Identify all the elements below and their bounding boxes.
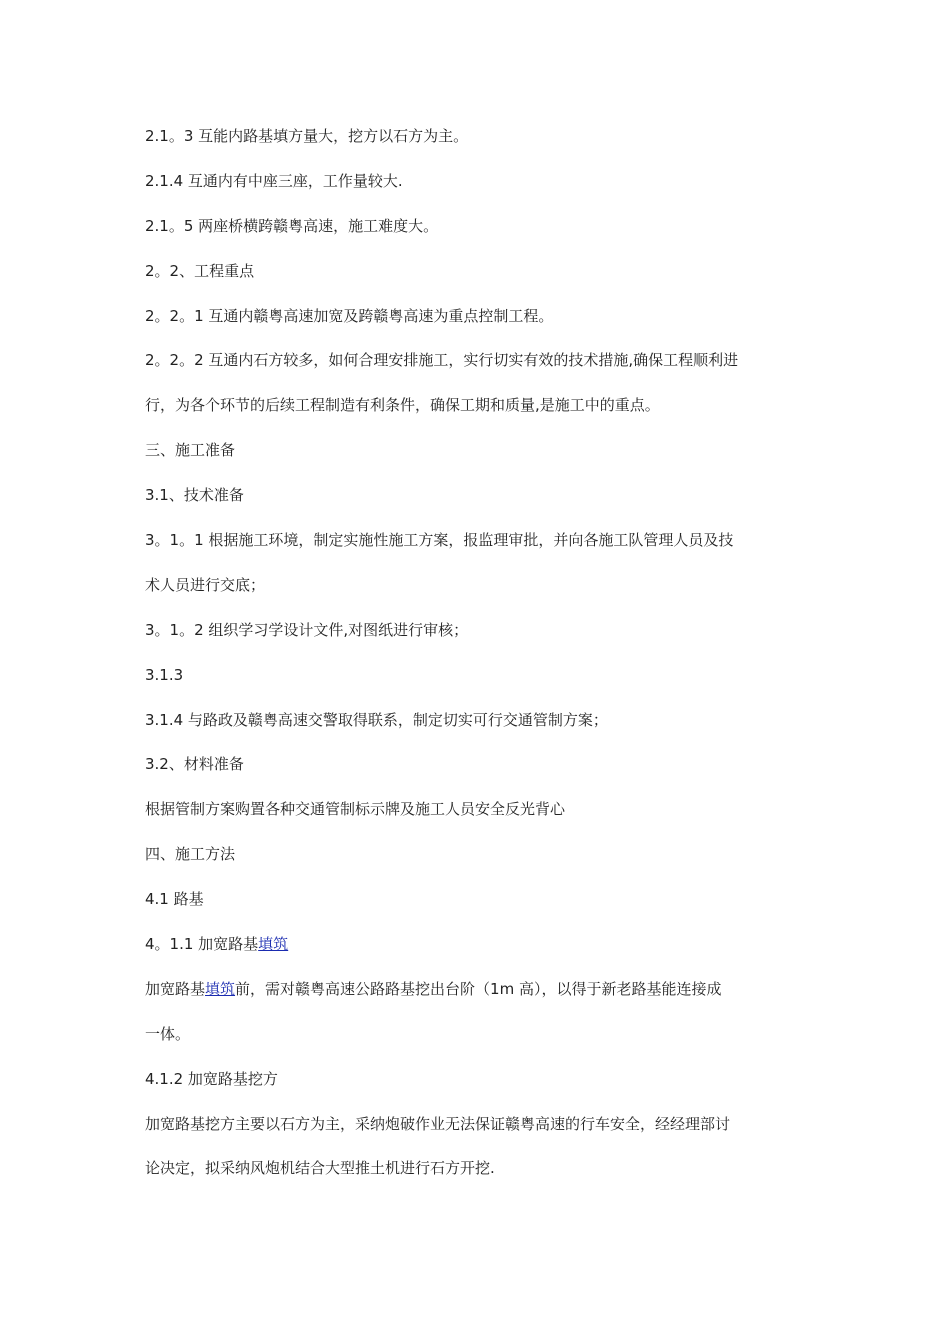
text-line: 论决定，拟采纳风炮机结合大型推土机进行石方开挖. [145,1159,495,1178]
text-line: 术人员进行交底； [145,575,266,594]
text-line: 根据管制方案购置各种交通管制标示牌及施工人员安全反光背心 [145,800,566,819]
text-line: 2.1.4 互通内有中座三座，工作量较大. [145,171,403,190]
text-line: 2.1。3 互能内路基填方量大，挖方以石方为主。 [145,127,469,145]
text-line: 2.1。5 两座桥横跨赣粤高速，施工难度大。 [145,216,439,235]
text-line: 加宽路基挖方主要以石方为主，采纳炮破作业无法保证赣粤高速的行车安全，经经理部讨 [145,1114,731,1133]
text-line [145,967,810,1012]
subsection-heading-fill [145,922,810,967]
document-body [145,114,810,1191]
text-line: 2。2。1 互通内赣粤高速加宽及跨赣粤高速为重点控制工程。 [145,306,554,325]
section-heading: 4.1 路基 [145,890,204,909]
text-line: 3。1。1 根据施工环境，制定实施性施工方案，报监理审批，并向各施工队管理人员及技 [145,531,734,550]
subsection-heading-excavation: 4.1.2 加宽路基挖方 [145,1069,278,1088]
text-line: 2。2。2 互通内石方较多，如何合理安排施工，实行切实有效的技术措施,确保工程顺利进 [145,351,739,370]
text-line: 3.1.4 与路政及赣粤高速交警取得联系，制定切实可行交通管制方案； [145,710,608,729]
section-heading: 2。2、工程重点 [145,261,255,280]
section-heading: 三、施工准备 [145,441,236,460]
fill-text-before: 加宽路基 [145,979,206,998]
fill-text-after: 前，需对赣粤高速公路路基挖出台阶（1m 高），以得于新老路基能连接成 [235,979,722,998]
section-heading: 3.1、技术准备 [145,486,244,505]
fill-link-inline[interactable]: 填筑 [205,979,236,998]
text-line: 行，为各个环节的后续工程制造有利条件，确保工期和质量,是施工中的重点。 [145,396,660,415]
text-line: 3。1。2 组织学习学设计文件,对图纸进行审核； [145,620,469,639]
fill-link[interactable]: 填筑 [258,935,289,954]
text-line: 一体。 [145,1024,191,1043]
text-line: 3.1.3 [145,665,184,684]
fill-heading-prefix: 4。1.1 加宽路基 [145,935,259,954]
section-heading: 3.2、材料准备 [145,755,244,774]
section-heading: 四、施工方法 [145,845,236,864]
